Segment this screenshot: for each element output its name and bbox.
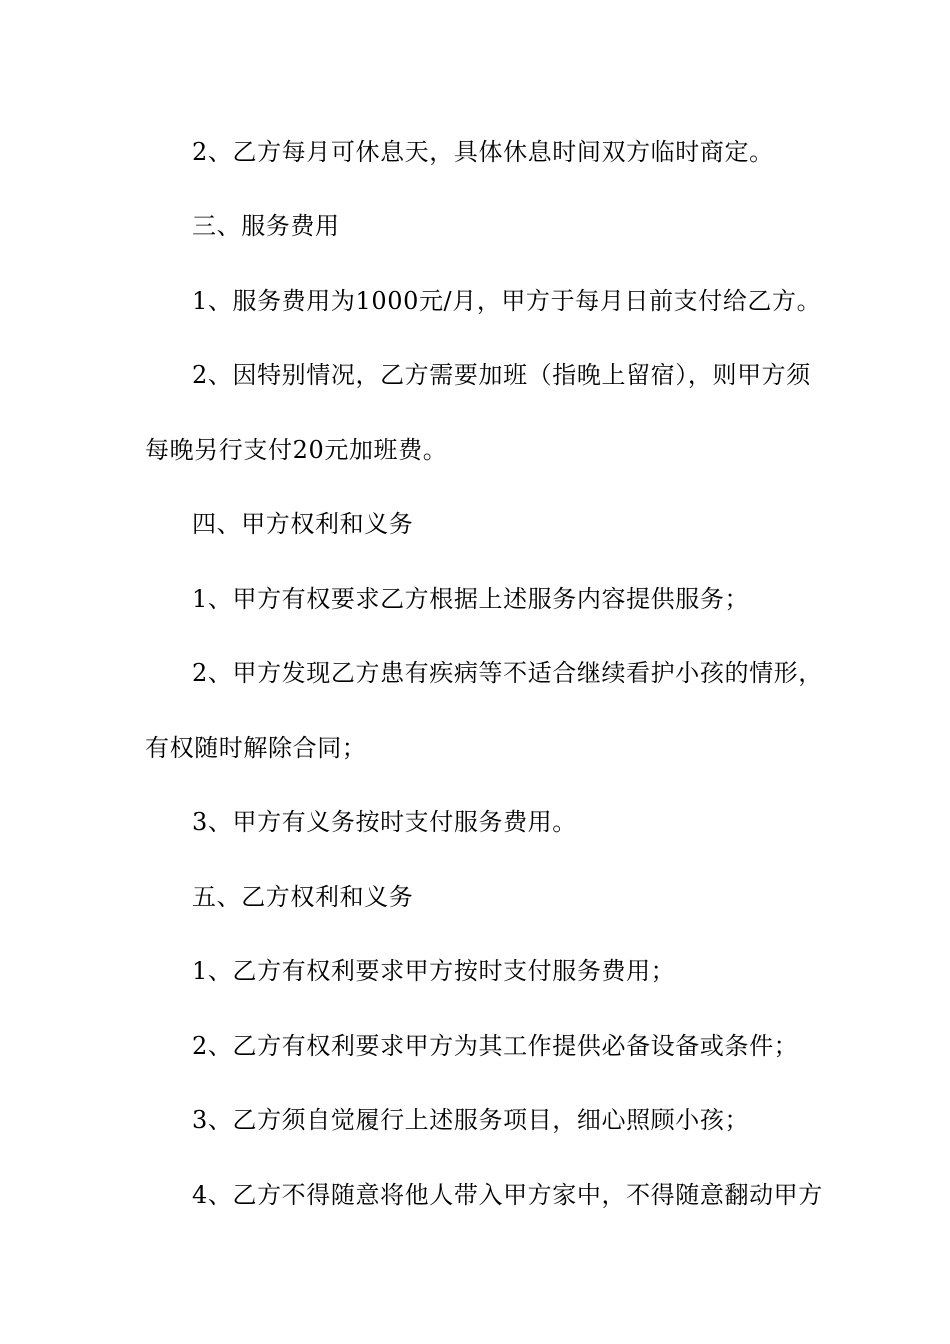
paragraph-overtime: 2、因特别情况，乙方需要加班（指晚上留宿），则甲方须 xyxy=(192,361,811,389)
paragraph-party-b-duty-3: 3、乙方须自觉履行上述服务项目，细心照顾小孩； xyxy=(192,1106,750,1134)
section-heading-service-fees: 三、服务费用 xyxy=(192,212,340,240)
paragraph-party-a-right-1: 1、甲方有权要求乙方根据上述服务内容提供服务； xyxy=(192,585,750,613)
paragraph-party-b-right-1: 1、乙方有权利要求甲方按时支付服务费用； xyxy=(192,957,676,985)
paragraph-rest-days: 2、乙方每月可休息天，具体休息时间双方临时商定。 xyxy=(192,138,774,166)
paragraph-overtime-continued: 每晚另行支付20元加班费。 xyxy=(145,436,448,464)
paragraph-party-a-right-2: 2、甲方发现乙方患有疾病等不适合继续看护小孩的情形， xyxy=(192,659,823,687)
paragraph-party-b-duty-4: 4、乙方不得随意将他人带入甲方家中，不得随意翻动甲方 xyxy=(192,1181,823,1209)
paragraph-fee-amount: 1、服务费用为1000元/月，甲方于每月日前支付给乙方。 xyxy=(192,287,822,315)
paragraph-party-b-right-2: 2、乙方有权利要求甲方为其工作提供必备设备或条件； xyxy=(192,1032,799,1060)
paragraph-party-a-right-2-continued: 有权随时解除合同； xyxy=(145,734,367,762)
section-heading-party-a: 四、甲方权利和义务 xyxy=(192,510,414,538)
section-heading-party-b: 五、乙方权利和义务 xyxy=(192,883,414,911)
paragraph-party-a-duty: 3、甲方有义务按时支付服务费用。 xyxy=(192,808,577,836)
